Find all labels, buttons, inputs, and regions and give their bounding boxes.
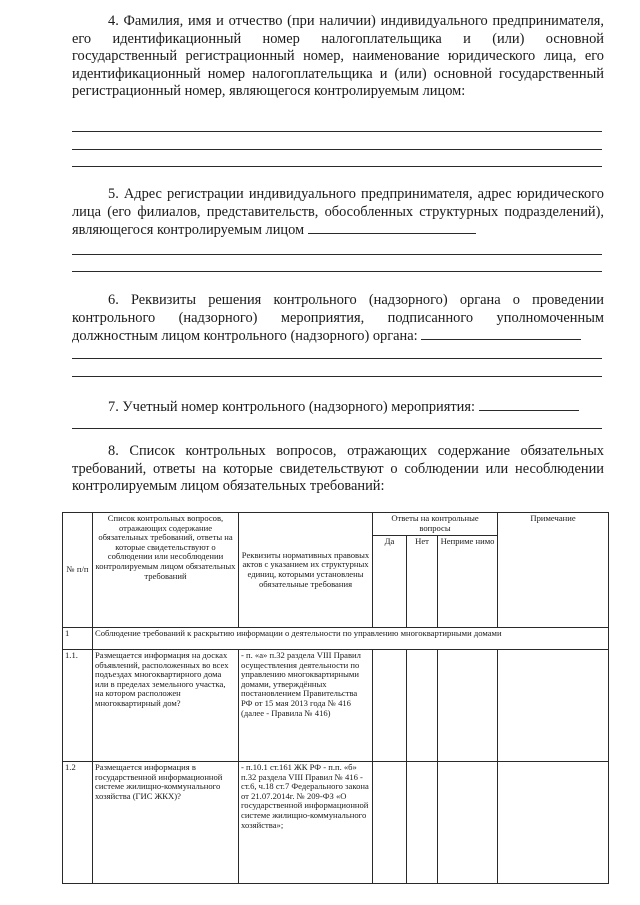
section-4-number: 4.	[108, 13, 119, 29]
header-num: № п/п	[63, 513, 93, 628]
row-2-note-cell[interactable]	[498, 762, 609, 884]
section-4-text: Фамилия, имя и отчество (при наличии) индивидуального предпринимателя, его идентификационный номер налогоплательщика и (или) основной государственный регистрационный номер, наименование юридического лица, его идентификационный номер налогоплательщика и (или) основной государственный регистрационный номер, являющегося контролируемым лицом:	[72, 13, 604, 100]
section-6-text: Реквизиты решения контрольного (надзорного) органа о проведении контрольного (надзорного) мероприятия, подписанного уполномоченным должностным лицом контрольного (надзорного) органа:	[72, 292, 604, 345]
row-2-no-cell[interactable]	[407, 762, 438, 884]
table-header-row-1	[63, 513, 609, 536]
checklist-table	[62, 512, 609, 884]
section-5-paragraph	[72, 186, 604, 240]
section-5-blank-line-2[interactable]	[72, 271, 602, 272]
row-1-yes-cell[interactable]	[373, 650, 407, 762]
section-row-text: Соблюдение требований к раскрытию информации о деятельности по управлению многоквартирными домами	[93, 628, 609, 650]
row-2-num: 1.2	[63, 762, 93, 884]
row-2-na-cell[interactable]	[438, 762, 498, 884]
row-1-na-cell[interactable]	[438, 650, 498, 762]
row-2-question: Размещается информация в государственной информационной системе жилищно-коммунального хозяйства (ГИС ЖКХ)?	[93, 762, 239, 884]
section-7-inline-blank[interactable]	[479, 398, 579, 411]
section-4-blank-line-1[interactable]	[72, 131, 602, 132]
section-6-blank-line-1[interactable]	[72, 358, 602, 359]
section-8-number: 8.	[108, 443, 119, 459]
header-na: Неприме нимо	[438, 536, 498, 628]
row-2-yes-cell[interactable]	[373, 762, 407, 884]
section-5-text: Адрес регистрации индивидуального предпринимателя, адрес юридического лица (его филиалов, представительств, обособленных структурных подразделений), являющегося контролируемым лицом	[72, 186, 604, 239]
row-1-no-cell[interactable]	[407, 650, 438, 762]
section-5-blank-line-1[interactable]	[72, 254, 602, 255]
section-4-paragraph	[72, 13, 604, 101]
header-note: Примечание	[498, 513, 609, 628]
header-requisites: Реквизиты нормативных правовых актов с указанием их структурных единиц, которыми установлены обязательные требования	[239, 513, 373, 628]
section-6-paragraph	[72, 292, 604, 346]
section-7-paragraph	[72, 398, 604, 417]
row-1-note-cell[interactable]	[498, 650, 609, 762]
row-2-requisites: - п.10.1 ст.161 ЖК РФ - п.п. «б» п.32 раздела VIII Правил № 416 - ст.6, ч.18 ст.7 Федерального закона от 21.07.2014г. № 209-ФЗ «О государственной информационной системе жилищно-коммунального хозяйства»;	[239, 762, 373, 884]
section-4-blank-line-2[interactable]	[72, 149, 602, 150]
header-questions: Список контрольных вопросов, отражающих содержание обязательных требований, ответы на которые свидетельствуют о соблюдении или несоблюдении контролируемым лицом обязательных требований	[93, 513, 239, 628]
section-6-number: 6.	[108, 292, 119, 308]
section-5-inline-blank[interactable]	[308, 221, 476, 234]
section-8-paragraph	[72, 443, 604, 496]
section-6-blank-line-2[interactable]	[72, 376, 602, 377]
table-section-row	[63, 628, 609, 650]
table-row	[63, 650, 609, 762]
section-6-inline-blank[interactable]	[421, 327, 581, 340]
section-4-blank-line-3[interactable]	[72, 166, 602, 167]
header-answers: Ответы на контрольные вопросы	[373, 513, 498, 536]
section-7-blank-line-1[interactable]	[72, 428, 602, 429]
section-row-num: 1	[63, 628, 93, 650]
section-7-number: 7.	[108, 399, 119, 415]
section-8-text: Список контрольных вопросов, отражающих содержание обязательных требований, ответы на которые свидетельствуют о соблюдении или несоблюдении контролируемым лицом обязательных требований:	[72, 443, 604, 495]
row-1-num: 1.1.	[63, 650, 93, 762]
row-1-question: Размещается информация на досках объявлений, расположенных во всех подъездах многоквартирного дома или в пределах земельного участка, на котором расположен многоквартирный дом?	[93, 650, 239, 762]
section-5-number: 5.	[108, 186, 119, 202]
section-7-text: Учетный номер контрольного (надзорного) мероприятия:	[122, 399, 475, 415]
table-row	[63, 762, 609, 884]
row-1-requisites: - п. «а» п.32 раздела VIII Правил осуществления деятельности по управлению многоквартирными домами, утверждённых постановлением Правительства РФ от 15 мая 2013 года № 416 (далее - Правила № 416)	[239, 650, 373, 762]
header-yes: Да	[373, 536, 407, 628]
header-no: Нет	[407, 536, 438, 628]
